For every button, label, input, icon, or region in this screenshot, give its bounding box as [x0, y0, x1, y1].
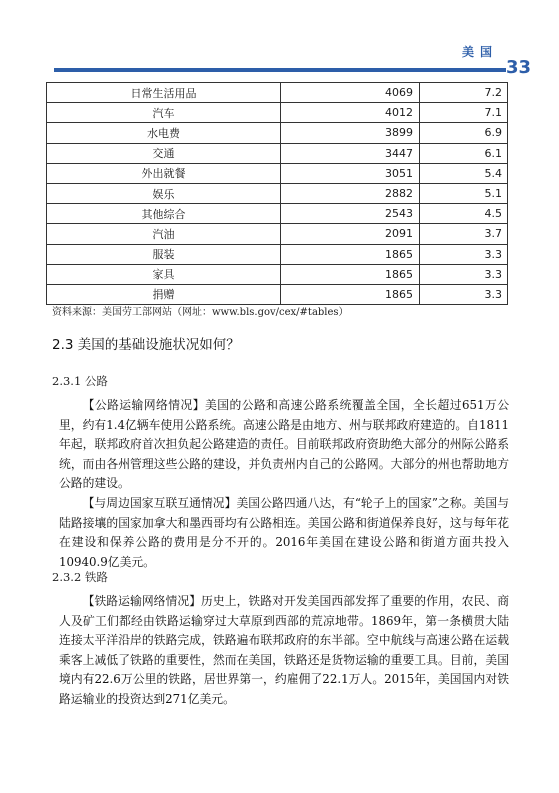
table-cell-share: 6.1: [420, 143, 508, 163]
table-cell-amount: 4012: [281, 103, 420, 123]
table-row: [47, 123, 508, 143]
table-cell-share: 5.1: [420, 183, 508, 203]
paragraph-road-connectivity: 【与周边国家互联互通情况】美国公路四通八达，有“轮子上的国家”之称。美国与陆路接壤的国家加拿大和墨西哥均有公路相连。美国公路和街道保养良好，这与每年花在建设和保养公路的费用是分不开的。2016年美国在建设公路和街道方面共投入10940.9亿美元。: [59, 496, 509, 569]
table-cell-item: 汽车: [47, 103, 281, 123]
table-cell-share: 3.3: [420, 284, 508, 304]
table-cell-amount: 3899: [281, 123, 420, 143]
table-cell-amount: 2543: [281, 204, 420, 224]
table-cell-amount: 2882: [281, 183, 420, 203]
table-cell-item: 服装: [47, 244, 281, 264]
table-row: [47, 103, 508, 123]
table-cell-amount: 3447: [281, 143, 420, 163]
table-cell-item: 娱乐: [47, 183, 281, 203]
section-heading: 2.3 美国的基础设施状况如何？: [52, 337, 240, 353]
table-cell-item: 汽油: [47, 224, 281, 244]
subsection-heading-roads: 2.3.1 公路: [52, 374, 108, 388]
table-cell-item: 其他综合: [47, 204, 281, 224]
expenditure-table: [46, 82, 508, 305]
running-header: 美国: [454, 43, 514, 61]
table-cell-item: 日常生活用品: [47, 83, 281, 103]
table-cell-share: 6.9: [420, 123, 508, 143]
table-cell-share: 3.3: [420, 244, 508, 264]
table-cell-item: 家具: [47, 264, 281, 284]
subsection-heading-railways: 2.3.2 铁路: [52, 570, 108, 584]
paragraph-road-network: 【公路运输网络情况】美国的公路和高速公路系统覆盖全国，全长超过651万公里，约有1.4亿辆车使用公路系统。高速公路是由地方、州与联邦政府建造的。自1811年起，联邦政府首次担负起公路建造的责任。目前联邦政府资助绝大部分的州际公路系统，而由各州管理这些公路的建设，并负责州内自己的公路网。大部分的州也帮助地方公路的建设。: [59, 398, 509, 491]
table-cell-share: 3.3: [420, 264, 508, 284]
table-cell-share: 4.5: [420, 204, 508, 224]
table-row: [47, 224, 508, 244]
table-row: [47, 284, 508, 304]
table-cell-amount: 2091: [281, 224, 420, 244]
table-cell-amount: 1865: [281, 264, 420, 284]
table-cell-amount: 4069: [281, 83, 420, 103]
table-cell-share: 5.4: [420, 163, 508, 183]
table-cell-item: 交通: [47, 143, 281, 163]
table-cell-item: 水电费: [47, 123, 281, 143]
table-row: [47, 244, 508, 264]
table-cell-amount: 1865: [281, 284, 420, 304]
table-cell-amount: 3051: [281, 163, 420, 183]
table-cell-item: 捐赠: [47, 284, 281, 304]
table-row: [47, 183, 508, 203]
paragraph-rail-network: 【铁路运输网络情况】历史上，铁路对开发美国西部发挥了重要的作用，农民、商人及矿工们都经由铁路运输穿过大草原到西部的荒凉地带。1869年，第一条横贯大陆连接太平洋沿岸的铁路完成，铁路遍布联邦政府的东半部。空中航线与高速公路在运载乘客上减低了铁路的重要性，然而在美国，铁路还是货物运输的重要工具。目前，美国境内有22.6万公里的铁路，居世界第一，约雇佣了22.1万人。2015年，美国国内对铁路运输业的投资达到271亿美元。: [59, 594, 509, 706]
table-cell-share: 3.7: [420, 224, 508, 244]
table-cell-item: 外出就餐: [47, 163, 281, 183]
table-row: [47, 264, 508, 284]
table-row: [47, 143, 508, 163]
table-row: [47, 83, 508, 103]
header-rule: [54, 68, 506, 72]
table-body: [47, 83, 508, 305]
table-cell-amount: 1865: [281, 244, 420, 264]
table-cell-share: 7.1: [420, 103, 508, 123]
page-number: 33: [506, 57, 532, 78]
table-cell-share: 7.2: [420, 83, 508, 103]
source-note: 资料来源：美国劳工部网站（网址：www.bls.gov/cex/#tables）: [52, 307, 349, 318]
table-row: [47, 204, 508, 224]
table-row: [47, 163, 508, 183]
